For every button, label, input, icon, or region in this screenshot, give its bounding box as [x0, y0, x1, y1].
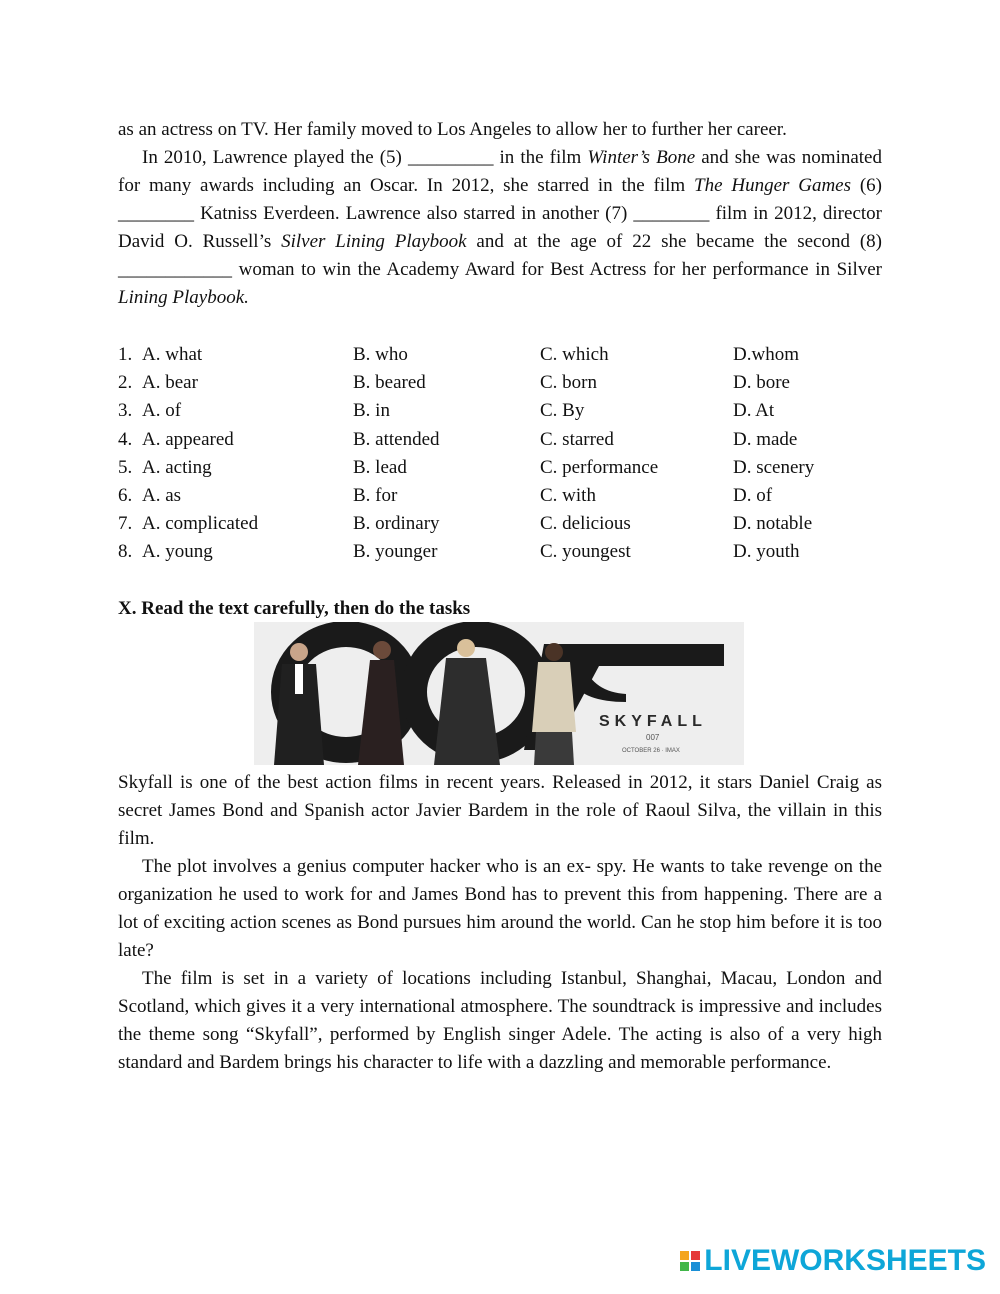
option-c: C. By: [540, 400, 585, 422]
logo-mark-square: [680, 1251, 689, 1260]
skyfall-poster-image: [254, 622, 744, 765]
liveworksheets-logo: [680, 1244, 986, 1278]
option-d: D. notable: [733, 513, 813, 535]
option-a: A. young: [142, 541, 213, 563]
logo-mark-square: [691, 1262, 700, 1271]
italic-title-segment: Silver Lining Playbook: [281, 231, 467, 252]
option-a: A. of: [142, 400, 182, 422]
italic-title-segment: The Hunger Games: [694, 175, 852, 196]
option-b: B. for: [353, 484, 398, 506]
option-d: D. At: [733, 400, 775, 422]
option-d: D. of: [733, 484, 773, 506]
option-d: D. youth: [733, 541, 800, 563]
option-a: A. what: [142, 344, 203, 365]
logo-mark-square: [691, 1251, 700, 1260]
poster-release-line: OCTOBER 26 · IMAX: [622, 748, 680, 754]
liveworksheets-wordmark: LIVEWORKSHEETS: [704, 1244, 986, 1277]
question-number: 7.: [118, 513, 133, 535]
option-a: A. bear: [142, 372, 198, 394]
option-c: C. youngest: [540, 541, 631, 563]
question-row: [118, 369, 882, 397]
option-c: C. born: [540, 372, 597, 394]
option-c: C. delicious: [540, 513, 631, 535]
option-c: C. starred: [540, 428, 614, 450]
option-d: D. bore: [733, 372, 790, 394]
question-row: [118, 454, 882, 482]
option-b: B. younger: [353, 541, 438, 563]
question-number: 3.: [118, 400, 133, 422]
skyfall-paragraph-2: The plot involves a genius computer hacker who is an ex- spy. He wants to take revenge on the organization he used to work for and James Bond has to prevent this from happening. There are a lot of exciting action scenes as Bond pursues him around the world. Can he stop him before it is too late?: [118, 856, 882, 961]
liveworksheets-mark-icon: [680, 1251, 700, 1271]
option-b: B. lead: [353, 456, 407, 478]
option-d: D.whom: [733, 344, 799, 365]
option-c: C. with: [540, 484, 596, 506]
poster-artwork: [254, 622, 744, 765]
question-number: 2.: [118, 372, 133, 394]
option-d: D. scenery: [733, 456, 815, 478]
multiple-choice-list: [118, 341, 882, 567]
question-row: [118, 426, 882, 454]
question-row: [118, 397, 882, 425]
text-segment: and she was nominated for many awards including an Oscar. In 2012, she starred in the film: [118, 147, 882, 196]
option-b: B. in: [353, 400, 390, 422]
italic-title-segment: Winter’s Bone: [587, 147, 696, 168]
option-b: B. attended: [353, 428, 440, 450]
option-a: A. acting: [142, 456, 212, 478]
passage-intro-line: as an actress on TV. Her family moved to Los Angeles to allow her to further her career.: [118, 119, 787, 140]
text-segment: (6) ________ Katniss Everdeen. Lawrence also starred in another (7) ________ film in 2012, director David O. Russell’s: [118, 175, 883, 252]
section-x-heading: X. Read the text carefully, then do the tasks: [118, 598, 471, 619]
option-b: B. who: [353, 344, 408, 365]
option-c: C. which: [540, 344, 609, 365]
option-c: C. performance: [540, 456, 659, 478]
question-row: [118, 341, 882, 369]
question-number: 8.: [118, 541, 133, 563]
poster-title: SKYFALL: [599, 713, 707, 730]
option-a: A. complicated: [142, 513, 259, 535]
poster-logo-mark: 007: [646, 733, 660, 742]
question-row: [118, 538, 882, 566]
text-segment: and at the age of 22 she became the second (8) ____________ woman to win the Academy Award for Best Actress for her performance in Silver: [118, 231, 882, 280]
option-b: B. beared: [353, 372, 426, 394]
italic-title-segment: Lining Playbook.: [118, 287, 249, 308]
skyfall-paragraph-3: The film is set in a variety of locations including Istanbul, Shanghai, Macau, London and Scotland, which gives it a very international atmosphere. The soundtrack is impressive and includes the theme song “Skyfall”, performed by English singer Adele. The acting is also of a very high standard and Bardem brings his character to life with a dazzling and memorable performance.: [118, 968, 882, 1073]
question-number: 5.: [118, 456, 133, 478]
option-d: D. made: [733, 428, 798, 450]
skyfall-paragraph-1: Skyfall is one of the best action films in recent years. Released in 2012, it stars Daniel Craig as secret James Bond and Spanish actor Javier Bardem in the role of Raoul Silva, the villain in this film.: [118, 772, 882, 849]
passage-lawrence-paragraph: [118, 144, 882, 312]
question-number: 6.: [118, 484, 133, 506]
question-row: [118, 482, 882, 510]
text-segment: In 2010, Lawrence played the (5) _________ in the film: [142, 147, 588, 168]
question-row: [118, 510, 882, 538]
question-number: 4.: [118, 428, 133, 450]
question-number: 1.: [118, 344, 133, 365]
option-b: B. ordinary: [353, 513, 440, 535]
option-a: A. as: [142, 484, 182, 506]
logo-mark-square: [680, 1262, 689, 1271]
option-a: A. appeared: [142, 428, 234, 450]
